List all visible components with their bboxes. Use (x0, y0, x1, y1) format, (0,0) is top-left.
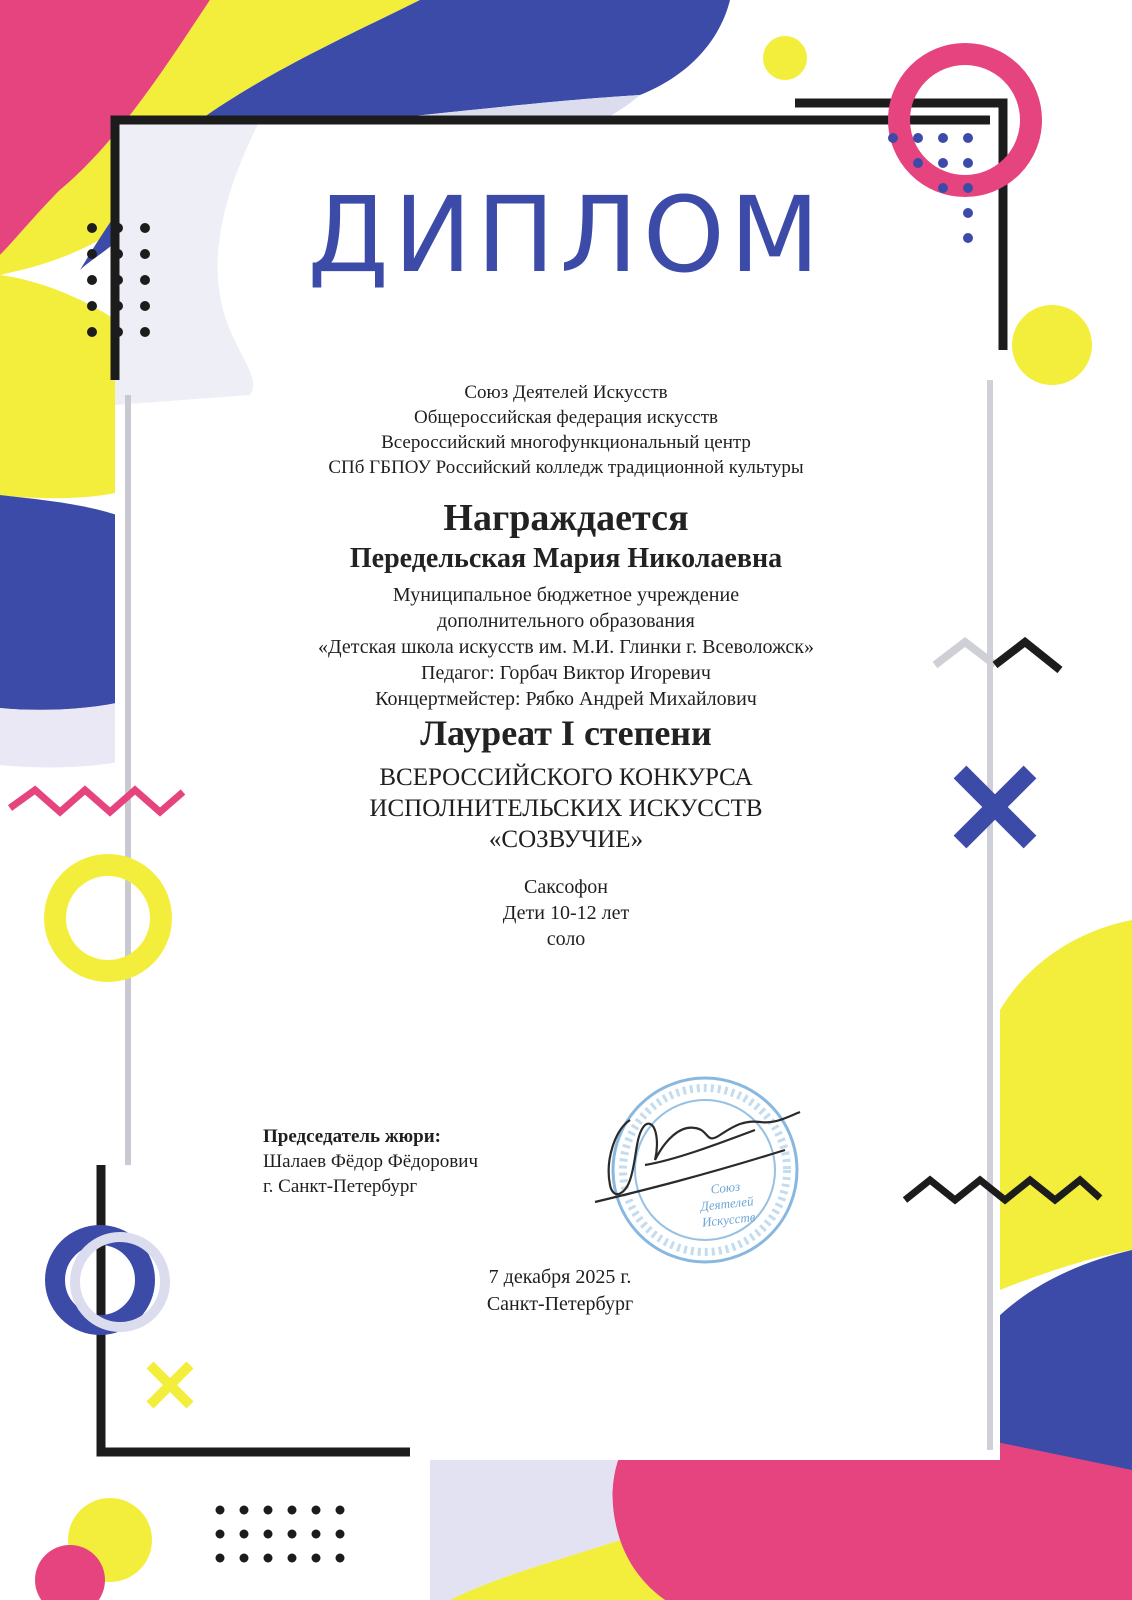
jury-label: Председатель жюри: (263, 1126, 441, 1147)
jury-name: Шалаев Фёдор Фёдорович (263, 1151, 479, 1172)
signature-icon (585, 1090, 815, 1220)
category-format: соло (546, 928, 586, 950)
category-age: Дети 10-12 лет (502, 902, 630, 924)
jury-city: г. Санкт-Петербург (263, 1176, 418, 1197)
contest-line: ВСЕРОССИЙСКОГО КОНКУРСА (379, 764, 753, 791)
teacher-line: Педагог: Горбач Виктор Игоревич (421, 662, 711, 684)
category-instrument: Саксофон (524, 876, 608, 898)
award-title: Лауреат I степени (420, 713, 712, 753)
organizer-line: СПб ГБПОУ Российский колледж традиционной культуры (328, 457, 804, 478)
contest-line: ИСПОЛНИТЕЛЬСКИХ ИСКУССТВ (369, 795, 763, 822)
accompanist-line: Концертмейстер: Рябко Андрей Михайлович (375, 688, 757, 710)
dot-grid-icon (216, 1506, 345, 1563)
recipient-name: Передельская Мария Николаевна (349, 543, 783, 574)
jury-block (263, 1124, 478, 1199)
organizer-line: Общероссийская федерация искусств (414, 407, 718, 428)
institution-line: «Детская школа искусств им. М.И. Глинки г. Всеволожск» (317, 636, 815, 658)
stamp-text: Союз Деятелей Искусств (699, 1178, 757, 1230)
issue-date: 7 декабря 2025 г. (488, 1266, 632, 1288)
institution-line: дополнительного образования (437, 610, 695, 632)
organizer-line: Всероссийский многофункциональный центр (381, 432, 751, 453)
organizer-line: Союз Деятелей Искусств (464, 382, 668, 403)
yellow-blob-right (1000, 920, 1132, 1290)
awarded-label: Награждается (443, 497, 689, 539)
yellow-circle-top-right (763, 36, 807, 80)
institution-line: Муниципальное бюджетное учреждение (392, 584, 740, 606)
diploma-title: ДИПЛОМ (307, 174, 825, 296)
contest-line: «СОЗВУЧИЕ» (488, 826, 644, 853)
date-block (430, 1264, 690, 1318)
yellow-circle-right (1012, 305, 1092, 385)
issue-city: Санкт-Петербург (486, 1293, 634, 1315)
